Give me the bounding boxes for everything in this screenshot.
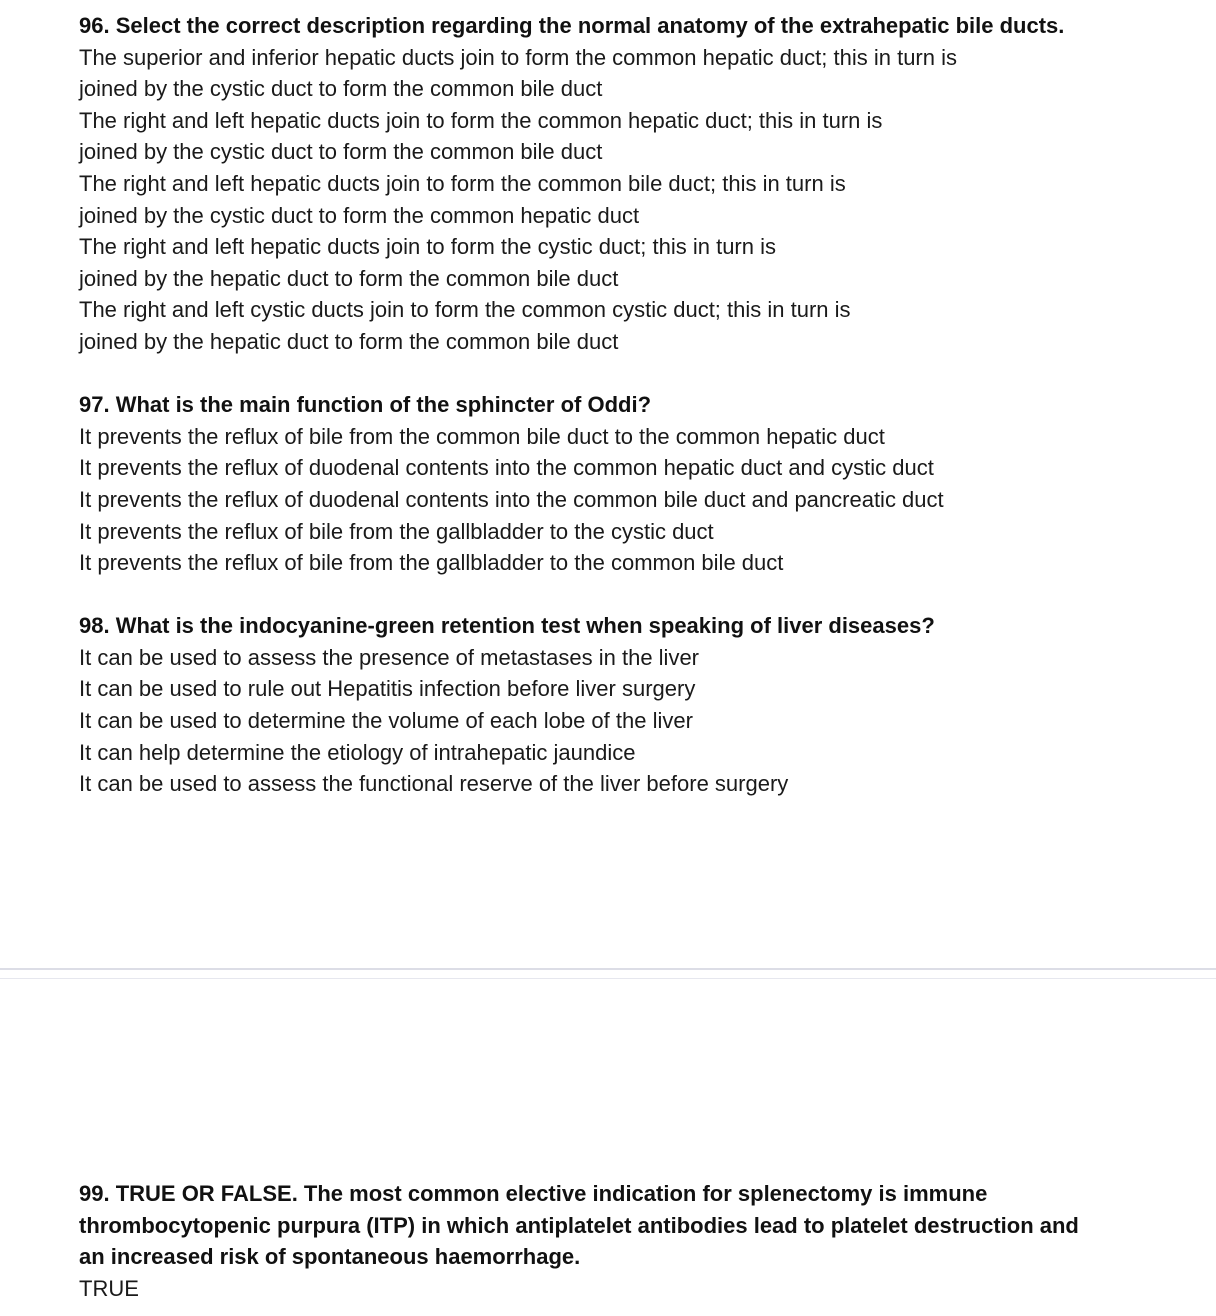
q97-option-1: It prevents the reflux of bile from the common bile duct to the common hepatic duct bbox=[79, 423, 885, 449]
q96-option-5-line-2: joined by the hepatic duct to form the common bile duct bbox=[79, 328, 619, 354]
question-96 bbox=[79, 10, 1189, 358]
q96-option-1-line-2: joined by the cystic duct to form the common bile duct bbox=[79, 76, 603, 102]
question-97-text: 97. What is the main function of the sphincter of Oddi? bbox=[79, 392, 652, 418]
q96-option-1-line-1: The superior and inferior hepatic ducts join to form the common hepatic duct; this in turn is bbox=[79, 44, 957, 70]
page-break-divider bbox=[0, 968, 1216, 979]
q96-option-3-line-1: The right and left hepatic ducts join to form the common bile duct; this in turn is bbox=[79, 170, 846, 196]
q96-option-2-line-1: The right and left hepatic ducts join to form the common hepatic duct; this in turn is bbox=[79, 107, 883, 133]
question-96-text: 96. Select the correct description regarding the normal anatomy of the extrahepatic bile ducts. bbox=[79, 13, 1065, 38]
q97-option-3: It prevents the reflux of duodenal contents into the common bile duct and pancreatic duct bbox=[79, 486, 944, 512]
question-99-line-3: an increased risk of spontaneous haemorrhage. bbox=[79, 1244, 581, 1270]
q98-option-4: It can help determine the etiology of intrahepatic jaundice bbox=[79, 739, 636, 765]
q98-option-1: It can be used to assess the presence of metastases in the liver bbox=[79, 644, 700, 670]
q97-option-5: It prevents the reflux of bile from the gallbladder to the common bile duct bbox=[79, 550, 784, 576]
question-99-line-2: thrombocytopenic purpura (ITP) in which antiplatelet antibodies lead to platelet destruction and bbox=[79, 1212, 1079, 1238]
question-99 bbox=[79, 1178, 1189, 1304]
q96-option-4-line-1: The right and left hepatic ducts join to form the cystic duct; this in turn is bbox=[79, 234, 776, 260]
q96-option-5-line-1: The right and left cystic ducts join to form the common cystic duct; this in turn is bbox=[79, 297, 851, 323]
page-1-content bbox=[79, 10, 1189, 800]
q96-option-2-line-2: joined by the cystic duct to form the common bile duct bbox=[79, 139, 603, 165]
q97-option-2: It prevents the reflux of duodenal contents into the common hepatic duct and cystic duct bbox=[79, 455, 934, 481]
q99-answer: TRUE bbox=[79, 1275, 139, 1301]
question-98-text: 98. What is the indocyanine-green retention test when speaking of liver diseases? bbox=[79, 613, 935, 639]
q96-option-3-line-2: joined by the cystic duct to form the common hepatic duct bbox=[79, 202, 640, 228]
q96-option-4-line-2: joined by the hepatic duct to form the common bile duct bbox=[79, 265, 619, 291]
question-99-line-1: 99. TRUE OR FALSE. The most common elective indication for splenectomy is immune bbox=[79, 1181, 988, 1206]
q97-option-4: It prevents the reflux of bile from the gallbladder to the cystic duct bbox=[79, 518, 714, 544]
page-2-content bbox=[79, 1178, 1189, 1304]
q98-option-2: It can be used to rule out Hepatitis infection before liver surgery bbox=[79, 676, 696, 702]
question-98 bbox=[79, 610, 1189, 800]
q98-option-3: It can be used to determine the volume of each lobe of the liver bbox=[79, 708, 693, 734]
q98-option-5: It can be used to assess the functional reserve of the liver before surgery bbox=[79, 771, 789, 797]
question-97 bbox=[79, 389, 1189, 579]
